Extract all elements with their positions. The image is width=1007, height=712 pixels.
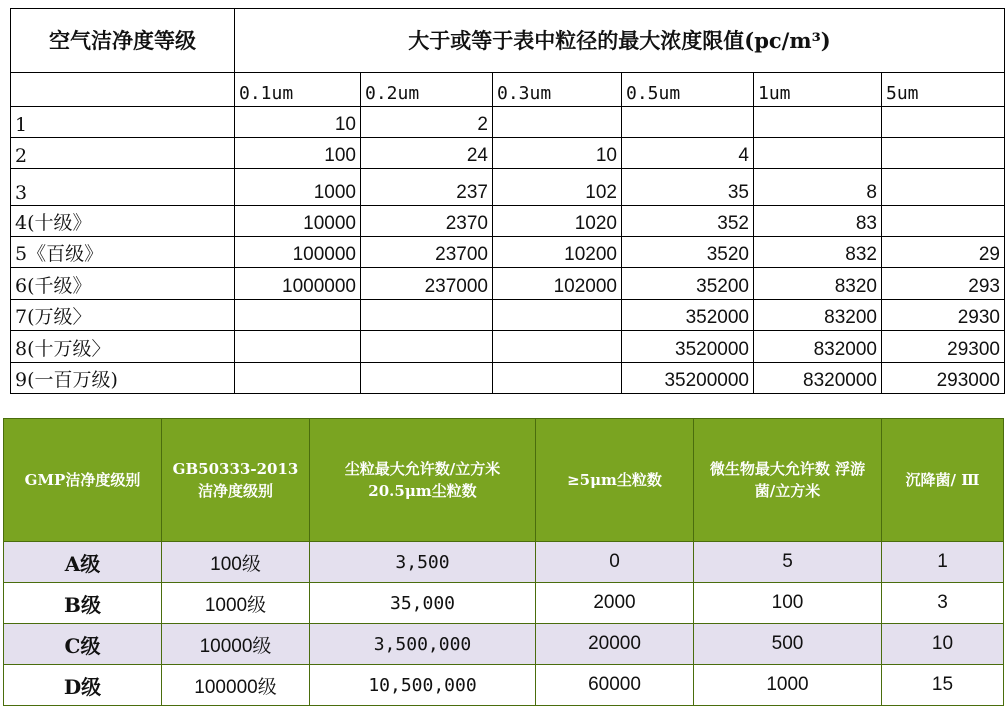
gmp-grade-cell: A级 <box>4 542 162 583</box>
settling-microbe-cell: 3 <box>882 583 1004 624</box>
concentration-value: 1020 <box>493 205 622 236</box>
concentration-value: 2370 <box>361 205 493 236</box>
settling-microbe-cell: 15 <box>882 665 1004 706</box>
concentration-value <box>235 362 361 393</box>
particle-size-header: 5um <box>882 72 1005 107</box>
grade-row <box>4 624 1004 665</box>
concentration-value: 1000000 <box>235 268 361 299</box>
gb-grade-header: GB50333-2013洁净度级别 <box>162 419 310 542</box>
5um-particle-header: ≥5μm尘粒数 <box>536 419 694 542</box>
concentration-value <box>754 107 882 137</box>
grade-row <box>4 542 1004 583</box>
max-particle-header: 尘粒最大允许数/立方米 20.5μm尘粒数 <box>310 419 536 542</box>
concentration-value: 352 <box>622 205 754 236</box>
concentration-value: 100000 <box>235 237 361 268</box>
concentration-value: 4 <box>622 137 754 168</box>
cleanroom-class-rows <box>11 107 1005 394</box>
concentration-value: 29 <box>882 237 1005 268</box>
class-grade: 1 <box>11 107 235 137</box>
concentration-value <box>882 137 1005 168</box>
cleanroom-class-table <box>10 8 1005 394</box>
concentration-value <box>754 137 882 168</box>
concentration-value: 8320000 <box>754 362 882 393</box>
concentration-value <box>361 362 493 393</box>
concentration-value: 832000 <box>754 331 882 362</box>
grade-row <box>4 583 1004 624</box>
concentration-value <box>882 107 1005 137</box>
class-grade: 6(千级》 <box>11 268 235 299</box>
class-grade: 7(万级〉 <box>11 299 235 330</box>
airborne-microbe-cell: 500 <box>694 624 882 665</box>
concentration-value: 24 <box>361 137 493 168</box>
gb-grade-cell: 100000级 <box>162 665 310 706</box>
concentration-value <box>493 362 622 393</box>
concentration-value <box>882 205 1005 236</box>
5um-particle-cell: 0 <box>536 542 694 583</box>
concentration-value: 2930 <box>882 299 1005 330</box>
particle-size-header: 1um <box>754 72 882 107</box>
concentration-value: 3520 <box>622 237 754 268</box>
concentration-value: 8320 <box>754 268 882 299</box>
cleanliness-class-header: 空气洁净度等级 <box>11 9 235 73</box>
max-particle-cell: 35,000 <box>310 583 536 624</box>
particle-size-header: 0.3um <box>493 72 622 107</box>
concentration-value: 83200 <box>754 299 882 330</box>
class-row <box>11 107 1005 137</box>
concentration-value: 293 <box>882 268 1005 299</box>
settling-microbe-cell: 10 <box>882 624 1004 665</box>
class-row <box>11 362 1005 393</box>
concentration-value: 237000 <box>361 268 493 299</box>
gmp-grade-table <box>3 418 1004 706</box>
gmp-grade-cell: B级 <box>4 583 162 624</box>
airborne-microbe-cell: 1000 <box>694 665 882 706</box>
class-row <box>11 331 1005 362</box>
concentration-value: 29300 <box>882 331 1005 362</box>
concentration-value: 35 <box>622 169 754 206</box>
concentration-value: 2 <box>361 107 493 137</box>
class-grade: 8(十万级〉 <box>11 331 235 362</box>
concentration-value: 293000 <box>882 362 1005 393</box>
concentration-value: 35200000 <box>622 362 754 393</box>
class-grade: 5《百级》 <box>11 237 235 268</box>
max-concentration-header: 大于或等于表中粒径的最大浓度限值(pc/m³) <box>235 9 1005 73</box>
class-row <box>11 268 1005 299</box>
particle-size-header: 0.1um <box>235 72 361 107</box>
particle-size-header: 0.2um <box>361 72 493 107</box>
airborne-microbe-header: 微生物最大允许数 浮游菌/立方米 <box>694 419 882 542</box>
concentration-value: 10 <box>493 137 622 168</box>
gb-grade-cell: 10000级 <box>162 624 310 665</box>
gmp-grade-rows <box>4 542 1004 706</box>
concentration-value <box>493 331 622 362</box>
concentration-value: 832 <box>754 237 882 268</box>
gmp-grade-header: GMP洁净度级别 <box>4 419 162 542</box>
concentration-value: 8 <box>754 169 882 206</box>
class-row <box>11 169 1005 206</box>
gmp-grade-cell: C级 <box>4 624 162 665</box>
gmp-grade-cell: D级 <box>4 665 162 706</box>
max-particle-cell: 3,500,000 <box>310 624 536 665</box>
concentration-value: 10000 <box>235 205 361 236</box>
concentration-value: 1000 <box>235 169 361 206</box>
concentration-value: 35200 <box>622 268 754 299</box>
settling-microbe-header: 沉降菌/ Ⅲ <box>882 419 1004 542</box>
concentration-value: 23700 <box>361 237 493 268</box>
gb-grade-cell: 100级 <box>162 542 310 583</box>
grade-row <box>4 665 1004 706</box>
concentration-value <box>235 299 361 330</box>
particle-size-header: 0.5um <box>622 72 754 107</box>
concentration-value: 10200 <box>493 237 622 268</box>
concentration-value: 352000 <box>622 299 754 330</box>
class-row <box>11 205 1005 236</box>
concentration-value: 102 <box>493 169 622 206</box>
class-row <box>11 137 1005 168</box>
size-header-blank <box>11 72 235 107</box>
airborne-microbe-cell: 100 <box>694 583 882 624</box>
class-row <box>11 237 1005 268</box>
max-particle-cell: 10,500,000 <box>310 665 536 706</box>
concentration-value <box>235 331 361 362</box>
concentration-value <box>493 107 622 137</box>
5um-particle-cell: 2000 <box>536 583 694 624</box>
concentration-value <box>361 331 493 362</box>
gb-grade-cell: 1000级 <box>162 583 310 624</box>
concentration-value: 10 <box>235 107 361 137</box>
concentration-value <box>622 107 754 137</box>
class-grade: 3 <box>11 169 235 206</box>
concentration-value <box>493 299 622 330</box>
airborne-microbe-cell: 5 <box>694 542 882 583</box>
settling-microbe-cell: 1 <box>882 542 1004 583</box>
concentration-value: 100 <box>235 137 361 168</box>
5um-particle-cell: 20000 <box>536 624 694 665</box>
concentration-value <box>882 169 1005 206</box>
class-row <box>11 299 1005 330</box>
concentration-value: 83 <box>754 205 882 236</box>
concentration-value <box>361 299 493 330</box>
concentration-value: 237 <box>361 169 493 206</box>
class-grade: 9(一百万级) <box>11 362 235 393</box>
class-grade: 2 <box>11 137 235 168</box>
concentration-value: 3520000 <box>622 331 754 362</box>
5um-particle-cell: 60000 <box>536 665 694 706</box>
class-grade: 4(十级》 <box>11 205 235 236</box>
concentration-value: 102000 <box>493 268 622 299</box>
max-particle-cell: 3,500 <box>310 542 536 583</box>
